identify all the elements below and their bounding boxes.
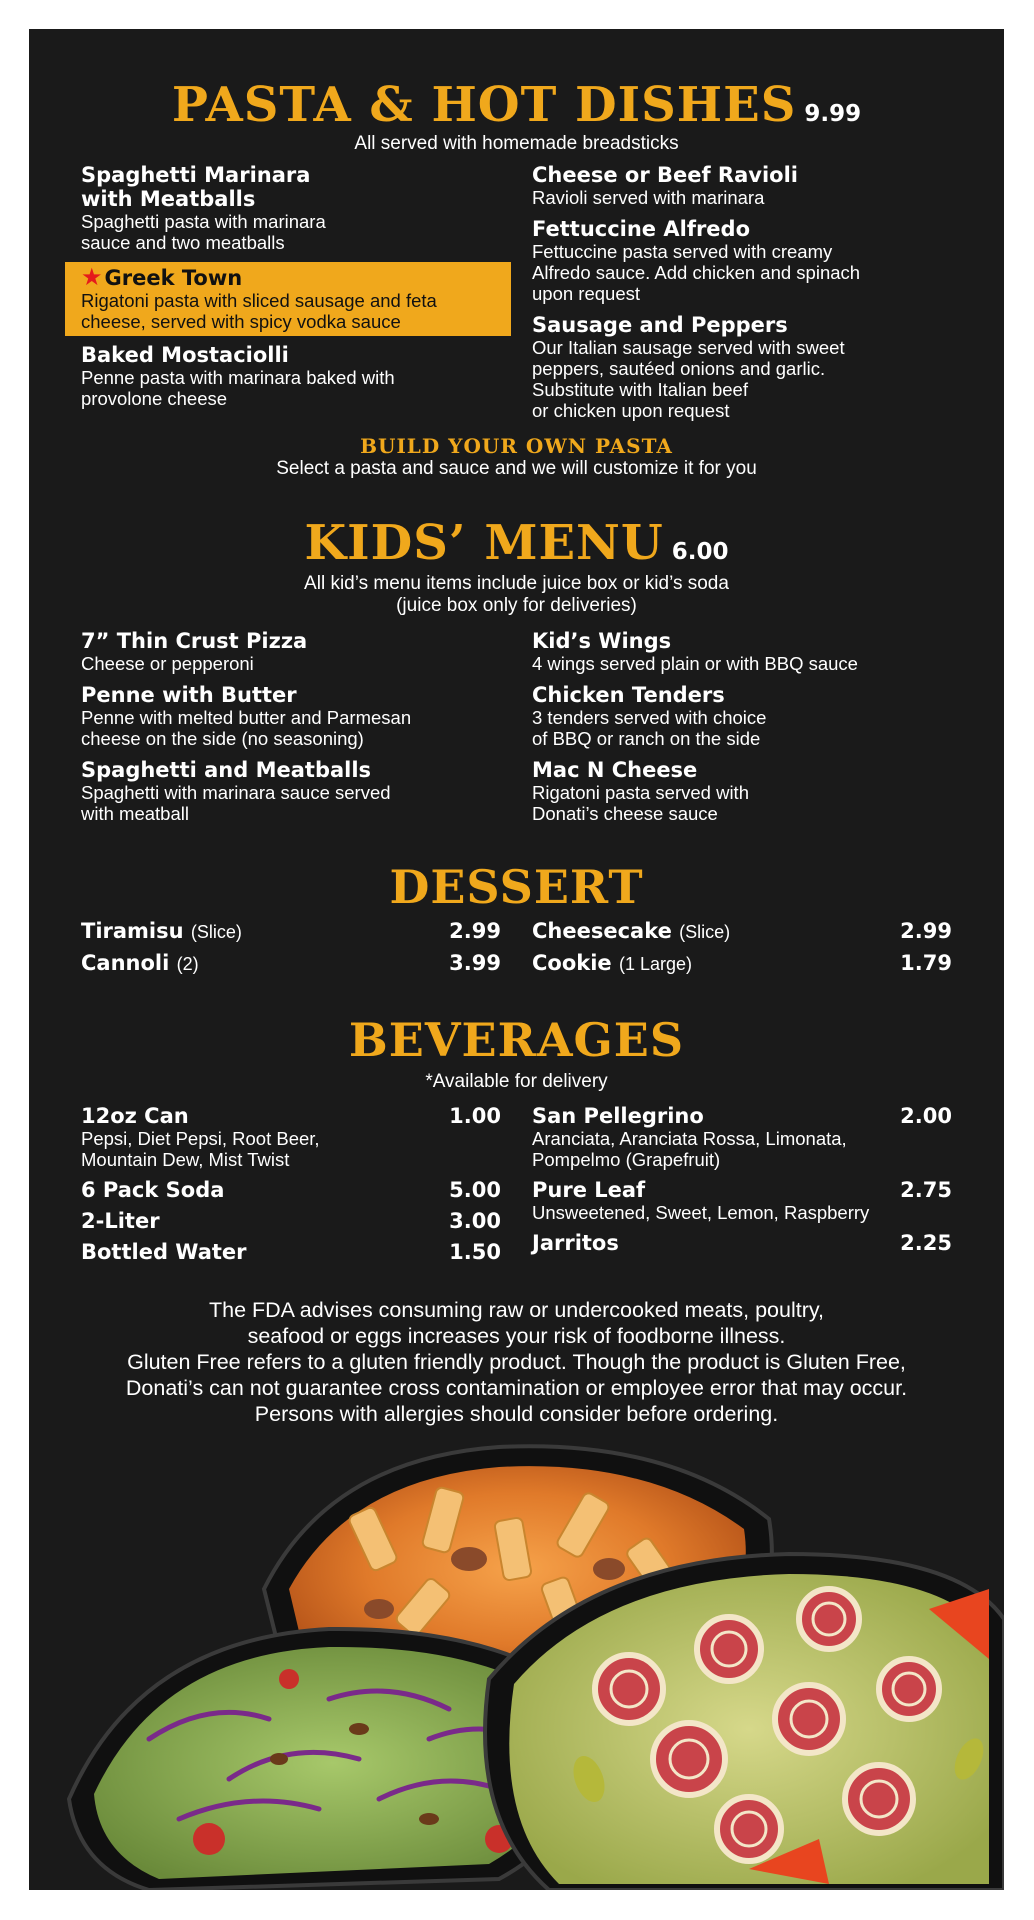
menu-item-price: 2.99 xyxy=(449,919,501,943)
menu-item-qualifier: (Slice) xyxy=(190,922,242,942)
menu-item-name: Penne with Butter xyxy=(81,683,297,707)
menu-item-desc: Ravioli served with marinara xyxy=(532,187,765,208)
kids-title: KIDS’ MENU xyxy=(304,515,664,571)
menu-item xyxy=(532,163,962,208)
featured-item xyxy=(65,262,511,336)
kids-right-column xyxy=(532,629,962,833)
pasta-title: PASTA & HOT DISHES xyxy=(171,77,797,133)
menu-item-name: Mac N Cheese xyxy=(532,758,698,782)
menu-item-desc: Our Italian sausage served with sweet peppers, sautéed onions and garlic. Substitute with Italian beef or chicken upon request xyxy=(532,337,845,421)
fda-disclaimer: The FDA advises consuming raw or undercooked meats, poultry, seafood or eggs increases your risk of foodborne illness. Gluten Free refers to a gluten friendly product. Though the product is Gluten Free, Donati’s can not guarantee cross contamination or employee error that may occur. Persons with allergies should consider before ordering. xyxy=(125,1298,908,1426)
kids-left-column xyxy=(81,629,511,833)
featured-item-name: Greek Town xyxy=(104,266,243,290)
dessert-left-column xyxy=(81,919,501,983)
featured-item-desc: Rigatoni pasta with sliced sausage and feta cheese, served with spicy vodka sauce xyxy=(81,290,437,332)
menu-item xyxy=(81,951,501,976)
menu-item-name: Cheese or Beef Ravioli xyxy=(532,163,798,187)
menu-item xyxy=(81,919,501,944)
menu-item-desc: Rigatoni pasta served with Donati’s cheese sauce xyxy=(532,782,749,824)
menu-item-desc: Penne pasta with marinara baked with provolone cheese xyxy=(81,367,395,409)
menu-item xyxy=(81,1240,501,1264)
menu-item-name: Cheesecake (Slice) xyxy=(532,919,731,943)
menu-item-name: Bottled Water xyxy=(81,1240,247,1264)
menu-item xyxy=(532,951,952,976)
pasta-right-column xyxy=(532,163,962,430)
menu-item-price: 3.00 xyxy=(449,1209,501,1233)
menu-item-row xyxy=(81,1104,501,1128)
menu-item-row xyxy=(532,1178,952,1202)
menu-item xyxy=(81,758,511,824)
menu-item-name: Chicken Tenders xyxy=(532,683,725,707)
menu-item-row xyxy=(81,1209,501,1233)
menu-item-price: 1.50 xyxy=(449,1240,501,1264)
menu-item-desc: Cheese or pepperoni xyxy=(81,653,254,674)
menu-item-name: Sausage and Peppers xyxy=(532,313,788,337)
menu-item xyxy=(532,629,962,674)
menu-item-qualifier: (2) xyxy=(176,954,199,974)
pasta-left-column xyxy=(81,163,511,418)
menu-item-desc: Penne with melted butter and Parmesan cheese on the side (no seasoning) xyxy=(81,707,412,749)
menu-item-row xyxy=(532,951,952,976)
dessert-right-column xyxy=(532,919,952,983)
pasta-price: 9.99 xyxy=(804,101,862,127)
menu-item-price: 2.25 xyxy=(900,1231,952,1255)
build-your-own xyxy=(29,434,1004,480)
build-desc: Select a pasta and sauce and we will customize it for you xyxy=(276,458,757,479)
beverages-left-column xyxy=(81,1104,501,1271)
menu-item-name: 2-Liter xyxy=(81,1209,160,1233)
menu-item xyxy=(532,1231,952,1255)
menu-item xyxy=(81,1178,501,1202)
menu-item-price: 1.79 xyxy=(900,951,952,975)
menu-item-row xyxy=(532,1104,952,1128)
menu-item-desc: Unsweetened, Sweet, Lemon, Raspberry xyxy=(532,1202,870,1223)
menu-item-name: Spaghetti Marinara with Meatballs xyxy=(81,163,311,211)
menu-item-desc: Fettuccine pasta served with creamy Alfredo sauce. Add chicken and spinach upon request xyxy=(532,241,861,304)
menu-item-name: 6 Pack Soda xyxy=(81,1178,225,1202)
menu-item-name: Cookie (1 Large) xyxy=(532,951,693,975)
pasta-left-list xyxy=(81,163,511,253)
menu-item xyxy=(81,683,511,749)
pasta-left-after-list xyxy=(81,343,511,409)
build-title: BUILD YOUR OWN PASTA xyxy=(360,434,673,458)
pasta-subtitle: All served with homemade breadsticks xyxy=(354,133,679,154)
menu-item-name: Spaghetti and Meatballs xyxy=(81,758,372,782)
menu-item-name: 7” Thin Crust Pizza xyxy=(81,629,308,653)
kids-left-list xyxy=(81,629,511,824)
pasta-right-list xyxy=(532,163,962,421)
dessert-title: DESSERT xyxy=(389,860,644,914)
beverages-subtitle: *Available for delivery xyxy=(425,1071,608,1092)
menu-item-name: Tiramisu (Slice) xyxy=(81,919,242,943)
menu-item-price: 2.99 xyxy=(900,919,952,943)
kids-price: 6.00 xyxy=(671,539,729,565)
menu-item xyxy=(532,758,962,824)
menu-item-price: 1.00 xyxy=(449,1104,501,1128)
dessert-right-list xyxy=(532,919,952,976)
star-icon: ★ xyxy=(81,263,103,291)
food-photo xyxy=(29,1439,1004,1890)
menu-item-name: 12oz Can xyxy=(81,1104,189,1128)
menu-item xyxy=(81,1104,501,1170)
menu-item-name: Baked Mostaciolli xyxy=(81,343,289,367)
menu-item-name: Pure Leaf xyxy=(532,1178,646,1202)
beverages-left-list xyxy=(81,1104,501,1264)
menu-item xyxy=(532,313,962,421)
menu-item-desc: Spaghetti pasta with marinara sauce and two meatballs xyxy=(81,211,326,253)
menu-item-name: Jarritos xyxy=(532,1231,619,1255)
menu-item-row xyxy=(81,919,501,944)
menu-item xyxy=(532,1104,952,1170)
menu-item-price: 3.99 xyxy=(449,951,501,975)
menu-item-row xyxy=(532,1231,952,1255)
beverages-right-list xyxy=(532,1104,952,1255)
kids-header xyxy=(29,515,1004,617)
beverages-right-column xyxy=(532,1104,952,1262)
menu-item-desc: 4 wings served plain or with BBQ sauce xyxy=(532,653,858,674)
beverages-header xyxy=(29,1013,1004,1093)
kids-subtitle: All kid’s menu items include juice box or kid’s soda (juice box only for deliveries) xyxy=(304,573,729,616)
menu-item-name: Kid’s Wings xyxy=(532,629,672,653)
menu-item-row xyxy=(81,951,501,976)
menu-item-qualifier: (Slice) xyxy=(679,922,731,942)
menu-item xyxy=(532,919,952,944)
pasta-header xyxy=(29,77,1004,155)
menu-item xyxy=(81,343,511,409)
menu-item xyxy=(532,1178,952,1223)
menu-item xyxy=(532,217,962,304)
beverages-title: BEVERAGES xyxy=(348,1013,685,1067)
dessert-left-list xyxy=(81,919,501,976)
menu-item-row xyxy=(81,1240,501,1264)
menu-item-desc: Pepsi, Diet Pepsi, Root Beer, Mountain Dew, Mist Twist xyxy=(81,1128,320,1170)
menu-item-name: Cannoli (2) xyxy=(81,951,199,975)
menu-item xyxy=(81,163,511,253)
menu-item xyxy=(81,629,511,674)
kids-right-list xyxy=(532,629,962,824)
menu-item-qualifier: (1 Large) xyxy=(619,954,693,974)
menu-board xyxy=(29,29,1004,1890)
menu-item-name: San Pellegrino xyxy=(532,1104,704,1128)
menu-item xyxy=(532,683,962,749)
dessert-header xyxy=(29,860,1004,914)
menu-item-row xyxy=(81,1178,501,1202)
menu-item-name: Fettuccine Alfredo xyxy=(532,217,751,241)
menu-item-desc: Aranciata, Aranciata Rossa, Limonata, Pompelmo (Grapefruit) xyxy=(532,1128,847,1170)
menu-item xyxy=(81,1209,501,1233)
menu-item-price: 2.00 xyxy=(900,1104,952,1128)
menu-item-row xyxy=(532,919,952,944)
menu-item-desc: Spaghetti with marinara sauce served with meatball xyxy=(81,782,391,824)
menu-item-price: 2.75 xyxy=(900,1178,952,1202)
menu-item-price: 5.00 xyxy=(449,1178,501,1202)
menu-item-desc: 3 tenders served with choice of BBQ or ranch on the side xyxy=(532,707,767,749)
